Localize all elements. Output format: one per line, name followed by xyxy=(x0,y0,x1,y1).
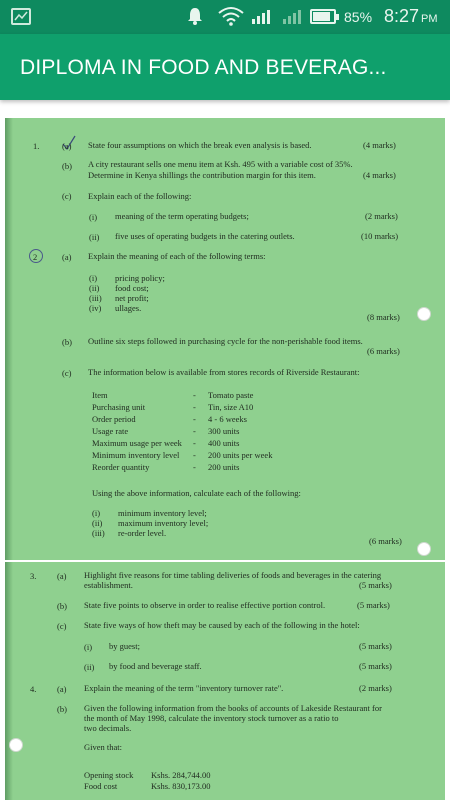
table-dash: - xyxy=(193,462,196,472)
q2c-marks: (6 marks) xyxy=(369,536,402,546)
accounts-row-value: Kshs. 284,744.00 xyxy=(151,770,211,780)
clock xyxy=(384,6,438,27)
q3b-text: State five points to observe in order to realise effective portion control. xyxy=(84,600,326,610)
q3-number: 3. xyxy=(30,571,37,581)
table-item-label: Order period xyxy=(92,414,136,424)
app-bar xyxy=(0,34,450,100)
table-item-value: 200 units xyxy=(208,462,240,472)
q2a-term-text: net profit; xyxy=(115,293,149,303)
page-title: DIPLOMA IN FOOD AND BEVERAG... xyxy=(20,56,387,79)
table-item-value: 300 units xyxy=(208,426,240,436)
table-item-value: Tomato paste xyxy=(208,390,254,400)
q2c-calc-label: (ii) xyxy=(92,518,103,528)
table-item-value: 4 - 6 weeks xyxy=(208,414,247,424)
q3c-text: State five ways of how theft may be caused by each of the following in the hotel: xyxy=(84,620,360,630)
q1a-marks: (4 marks) xyxy=(363,140,396,150)
table-dash: - xyxy=(193,402,196,412)
q2c-calc-text: re-order level. xyxy=(118,528,167,538)
exam-paper-image[interactable] xyxy=(5,118,445,800)
notification-icon xyxy=(188,7,202,25)
q2b-label: (b) xyxy=(62,337,72,347)
q2a-term-label: (iii) xyxy=(89,293,102,303)
table-item-label: Item xyxy=(92,390,108,400)
q2a-term-label: (ii) xyxy=(89,283,100,293)
battery-percent: 85% xyxy=(344,9,373,25)
q1b-line1: A city restaurant sells one menu item at Ksh. 495 with a variable cost of 35%. xyxy=(88,159,353,169)
q2a-term-text: pricing policy; xyxy=(115,273,165,283)
q1c-i-marks: (2 marks) xyxy=(365,211,398,221)
punch-hole xyxy=(417,542,431,556)
cell-signal-2-icon xyxy=(283,9,305,29)
q1c-ii-text: five uses of operating budgets in the catering outlets. xyxy=(115,231,295,241)
q4a-text: Explain the meaning of the term "inventory turnover rate". xyxy=(84,683,284,693)
clock-time: 8:27 xyxy=(384,6,420,26)
q1c-i-text: meaning of the term operating budgets; xyxy=(115,211,249,221)
q4b-line3: two decimals. xyxy=(84,723,132,733)
q4b-line1: Given the following information from the books of accounts of Lakeside Restaurant for xyxy=(84,703,382,713)
q3c-i-text: by guest; xyxy=(109,641,140,651)
cell-signal-icon xyxy=(252,9,274,29)
q3b-label: (b) xyxy=(57,601,67,611)
q2b-text: Outline six steps followed in purchasing cycle for the non-perishable food items. xyxy=(88,336,363,346)
table-dash: - xyxy=(193,450,196,460)
table-dash: - xyxy=(193,438,196,448)
table-item-value: 200 units per week xyxy=(208,450,273,460)
accounts-row-value: Kshs. 830,173.00 xyxy=(151,781,211,791)
q1-number: 1. xyxy=(33,141,40,151)
q2c-calc-text: maximum inventory level; xyxy=(118,518,209,528)
q4b-line2: the month of May 1998, calculate the inventory stock turnover as a ratio to xyxy=(84,713,339,723)
q1c-label: (c) xyxy=(62,191,72,201)
q1a-label: (a) xyxy=(62,141,72,151)
accounts-row-label: Food cost xyxy=(84,781,118,791)
q2c-calc-label: (iii) xyxy=(92,528,105,538)
paper-edge-shadow xyxy=(5,118,13,800)
q3c-i-marks: (5 marks) xyxy=(359,641,392,651)
q2-number: 2 xyxy=(33,252,38,262)
q1c-ii-marks: (10 marks) xyxy=(361,231,399,241)
table-item-label: Reorder quantity xyxy=(92,462,150,472)
punch-hole xyxy=(9,738,23,752)
table-dash: - xyxy=(193,426,196,436)
wifi-icon xyxy=(218,6,244,31)
page-separator xyxy=(5,560,445,562)
battery-fill xyxy=(313,12,330,21)
clock-ampm: PM xyxy=(421,13,438,25)
q2c-label: (c) xyxy=(62,368,72,378)
q2a-term-text: ullages. xyxy=(115,303,142,313)
table-item-label: Minimum inventory level xyxy=(92,450,180,460)
battery-icon xyxy=(310,9,336,24)
q1c-i-label: (i) xyxy=(89,212,98,222)
q3c-label: (c) xyxy=(57,621,67,631)
q2a-text: Explain the meaning of each of the following terms: xyxy=(88,251,266,261)
q3a-label: (a) xyxy=(57,571,67,581)
q2c-calc-text: minimum inventory level; xyxy=(118,508,207,518)
table-dash: - xyxy=(193,414,196,424)
q2a-term-label: (i) xyxy=(89,273,98,283)
q2a-label: (a) xyxy=(62,252,72,262)
table-item-label: Maximum usage per week xyxy=(92,438,182,448)
q3a-line1: Highlight five reasons for time tabling deliveries of foods and beverages in the catering xyxy=(84,570,382,580)
q4b-label: (b) xyxy=(57,704,67,714)
q3c-ii-text: by food and beverage staff. xyxy=(109,661,202,671)
q4b-given: Given that: xyxy=(84,742,123,752)
q1b-label: (b) xyxy=(62,161,72,171)
table-item-value: Tin, size A10 xyxy=(208,402,254,412)
q3c-ii-marks: (5 marks) xyxy=(359,661,392,671)
q3a-marks: (5 marks) xyxy=(359,580,392,590)
q2c-text: The information below is available from stores records of Riverside Restaurant: xyxy=(88,367,360,377)
q2b-marks: (6 marks) xyxy=(367,346,400,356)
q3b-marks: (5 marks) xyxy=(357,600,390,610)
gallery-notification-icon xyxy=(11,8,31,25)
q3a-line2: establishment. xyxy=(84,580,133,590)
accounts-row-label: Opening stock xyxy=(84,770,134,780)
q1c-ii-label: (ii) xyxy=(89,232,100,242)
q3c-i-label: (i) xyxy=(84,642,93,652)
q2a-term-label: (iv) xyxy=(89,303,102,313)
q1b-line2: Determine in Kenya shillings the contribution margin for this item. xyxy=(88,170,316,180)
table-item-label: Usage rate xyxy=(92,426,129,436)
q2a-term-text: food cost; xyxy=(115,283,149,293)
q2c-instruction: Using the above information, calculate each of the following: xyxy=(92,488,301,498)
table-dash: - xyxy=(193,390,196,400)
q4-number: 4. xyxy=(30,684,37,694)
status-bar xyxy=(0,0,450,34)
table-item-value: 400 units xyxy=(208,438,240,448)
q2c-calc-label: (i) xyxy=(92,508,101,518)
table-item-label: Purchasing unit xyxy=(92,402,146,412)
q3c-ii-label: (ii) xyxy=(84,662,95,672)
q1c-text: Explain each of the following: xyxy=(88,191,192,201)
q4a-label: (a) xyxy=(57,684,67,694)
q1b-marks: (4 marks) xyxy=(363,170,396,180)
q4a-marks: (2 marks) xyxy=(359,683,392,693)
punch-hole xyxy=(417,307,431,321)
q2a-marks: (8 marks) xyxy=(367,312,400,322)
q1a-text: State four assumptions on which the break even analysis is based. xyxy=(88,140,312,150)
